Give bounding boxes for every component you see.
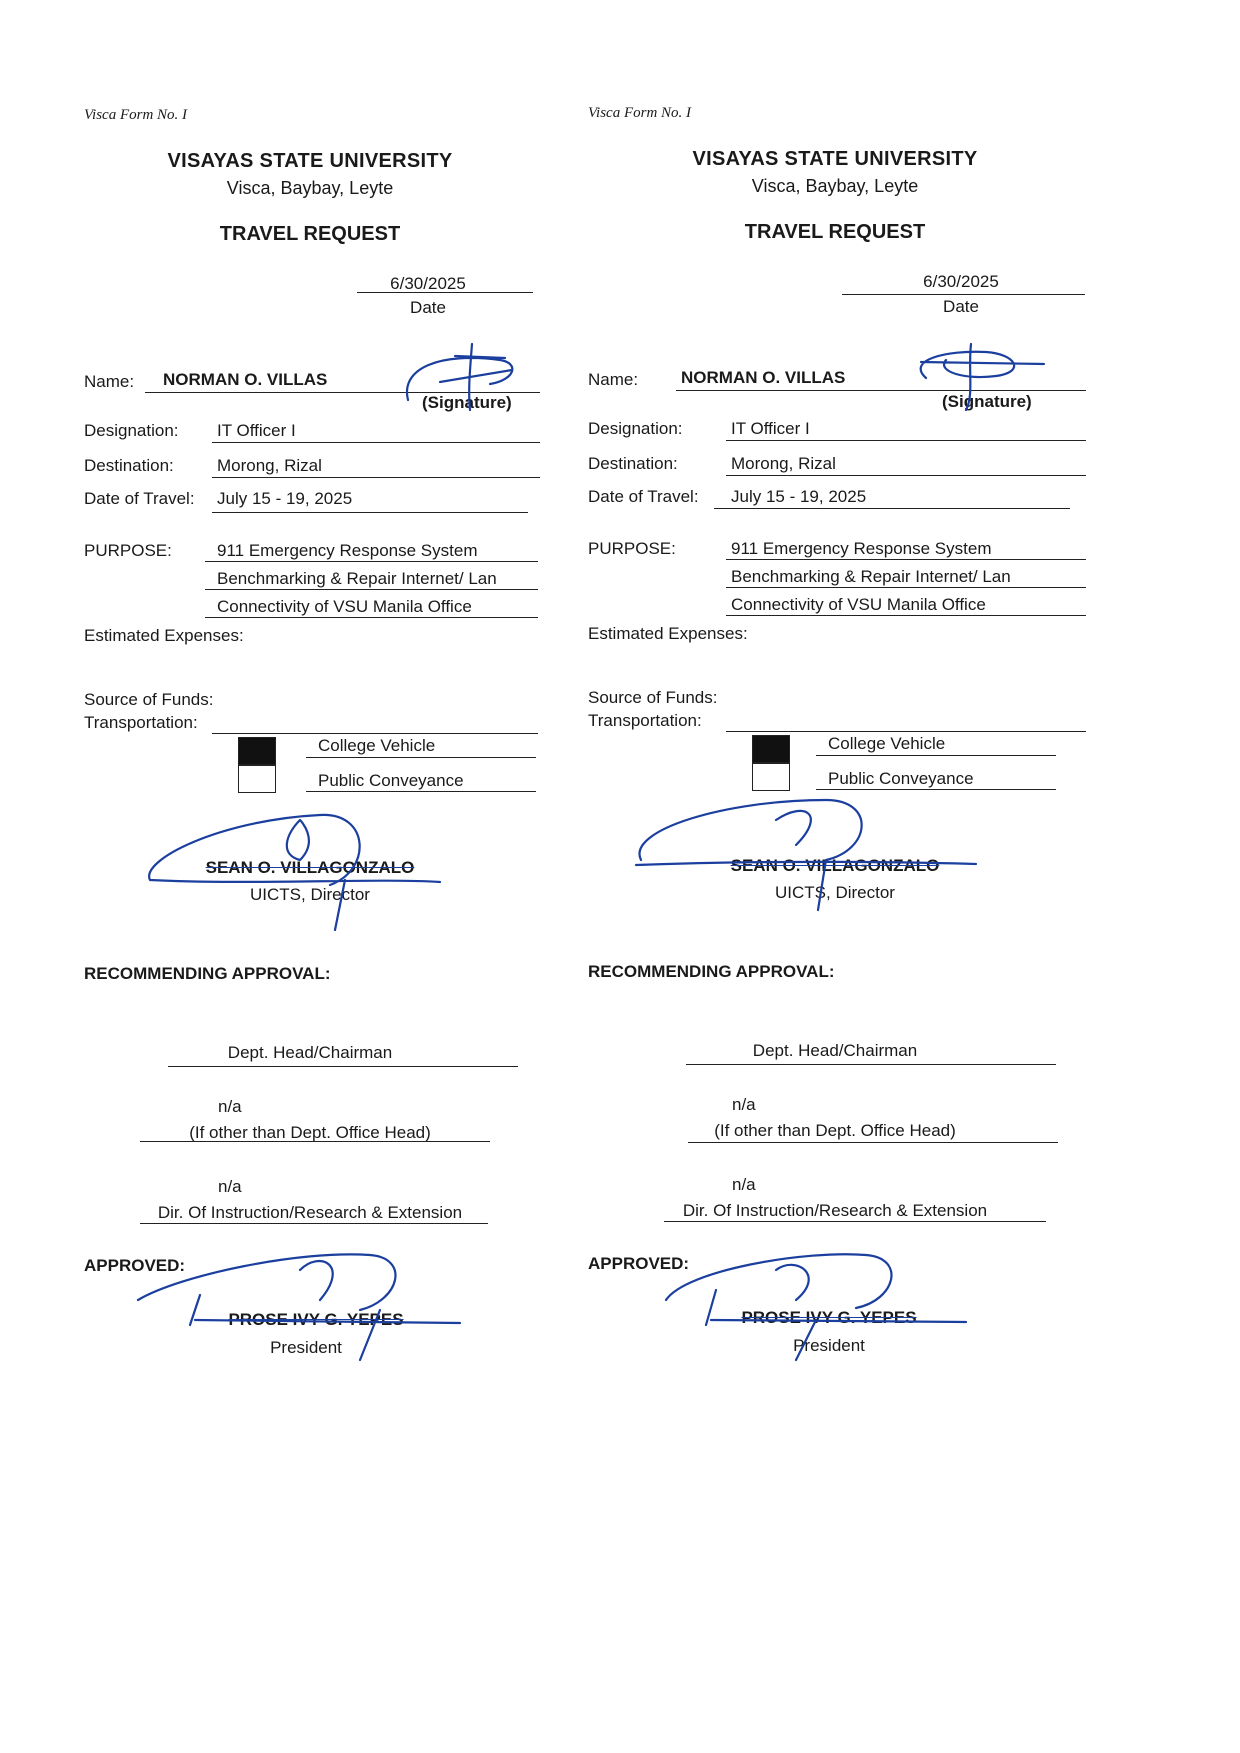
purpose-label: PURPOSE: — [588, 539, 676, 558]
destination-label: Destination: — [84, 456, 174, 475]
college-vehicle-checkbox[interactable] — [752, 735, 790, 764]
other-head-label: (If other than Dept. Office Head) — [714, 1121, 956, 1140]
destination-value: Morong, Rizal — [731, 454, 836, 473]
dir-instruction-value: n/a — [732, 1175, 756, 1194]
dir-instruction-label: Dir. Of Instruction/Research & Extension — [157, 1203, 463, 1222]
president-title: President — [270, 1338, 342, 1357]
purpose-line-1: 911 Emergency Response System — [731, 539, 992, 558]
funds-label: Source of Funds: — [84, 690, 214, 709]
name-value: NORMAN O. VILLAS — [163, 370, 328, 389]
request-date-value: 6/30/2025 — [923, 272, 999, 291]
approved-label: APPROVED: — [588, 1254, 690, 1273]
form-title: TRAVEL REQUEST — [744, 221, 926, 243]
request-date-value: 6/30/2025 — [390, 274, 466, 293]
request-date-label: Date — [410, 298, 446, 317]
travel-request-form-right — [526, 0, 1146, 1753]
form-number: Visca Form No. I — [588, 105, 692, 121]
funds-label: Source of Funds: — [588, 688, 718, 707]
signature-label: (Signature) — [422, 393, 512, 412]
purpose-line-1: 911 Emergency Response System — [217, 541, 478, 560]
dept-head-label: Dept. Head/Chairman — [227, 1043, 393, 1062]
approved-label: APPROVED: — [84, 1256, 186, 1275]
travel-date-label: Date of Travel: — [588, 487, 699, 506]
other-head-value: n/a — [218, 1097, 242, 1116]
travel-date-value: July 15 - 19, 2025 — [217, 489, 353, 508]
form-title: TRAVEL REQUEST — [219, 223, 401, 245]
other-head-value: n/a — [732, 1095, 756, 1114]
transport-label: Transportation: — [84, 713, 198, 732]
destination-value: Morong, Rizal — [217, 456, 322, 475]
name-label: Name: — [588, 370, 639, 389]
name-value: NORMAN O. VILLAS — [681, 368, 846, 387]
public-conveyance-label: Public Conveyance — [828, 769, 974, 788]
university-name: VISAYAS STATE UNIVERSITY — [692, 148, 978, 170]
college-vehicle-label: College Vehicle — [828, 734, 946, 753]
designation-label: Designation: — [588, 419, 683, 438]
university-address: Visca, Baybay, Leyte — [751, 176, 919, 196]
designation-value: IT Officer I — [217, 421, 296, 440]
director-name: SEAN O. VILLAGONZALO — [730, 856, 940, 875]
college-vehicle-checkbox[interactable] — [238, 737, 276, 766]
purpose-line-2: Benchmarking & Repair Internet/ Lan — [217, 569, 497, 588]
dir-instruction-label: Dir. Of Instruction/Research & Extension — [682, 1201, 988, 1220]
other-head-label: (If other than Dept. Office Head) — [189, 1123, 431, 1142]
president-name: PROSE IVY G. YEPES — [228, 1310, 404, 1329]
recommending-approval-label: RECOMMENDING APPROVAL: — [588, 962, 835, 981]
president-name: PROSE IVY G. YEPES — [741, 1308, 917, 1327]
transport-label: Transportation: — [588, 711, 702, 730]
public-conveyance-checkbox[interactable] — [752, 762, 790, 791]
dir-instruction-value: n/a — [218, 1177, 242, 1196]
public-conveyance-label: Public Conveyance — [318, 771, 464, 790]
college-vehicle-label: College Vehicle — [318, 736, 436, 755]
destination-label: Destination: — [588, 454, 678, 473]
request-date-label: Date — [943, 297, 979, 316]
public-conveyance-checkbox[interactable] — [238, 764, 276, 793]
director-name: SEAN O. VILLAGONZALO — [205, 858, 415, 877]
signatures-right — [526, 0, 1146, 1753]
director-title: UICTS, Director — [250, 885, 370, 904]
signature-label: (Signature) — [942, 392, 1032, 411]
purpose-label: PURPOSE: — [84, 541, 172, 560]
form-number: Visca Form No. I — [84, 107, 188, 123]
director-title: UICTS, Director — [775, 883, 895, 902]
purpose-line-3: Connectivity of VSU Manila Office — [731, 595, 986, 614]
recommending-approval-label: RECOMMENDING APPROVAL: — [84, 964, 331, 983]
expenses-label: Estimated Expenses: — [588, 624, 748, 643]
expenses-label: Estimated Expenses: — [84, 626, 244, 645]
purpose-line-2: Benchmarking & Repair Internet/ Lan — [731, 567, 1011, 586]
name-label: Name: — [84, 372, 135, 391]
university-address: Visca, Baybay, Leyte — [226, 178, 394, 198]
travel-date-label: Date of Travel: — [84, 489, 195, 508]
designation-value: IT Officer I — [731, 419, 810, 438]
designation-label: Designation: — [84, 421, 179, 440]
dept-head-label: Dept. Head/Chairman — [752, 1041, 918, 1060]
president-title: President — [793, 1336, 865, 1355]
travel-date-value: July 15 - 19, 2025 — [731, 487, 867, 506]
purpose-line-3: Connectivity of VSU Manila Office — [217, 597, 472, 616]
university-name: VISAYAS STATE UNIVERSITY — [167, 150, 453, 172]
